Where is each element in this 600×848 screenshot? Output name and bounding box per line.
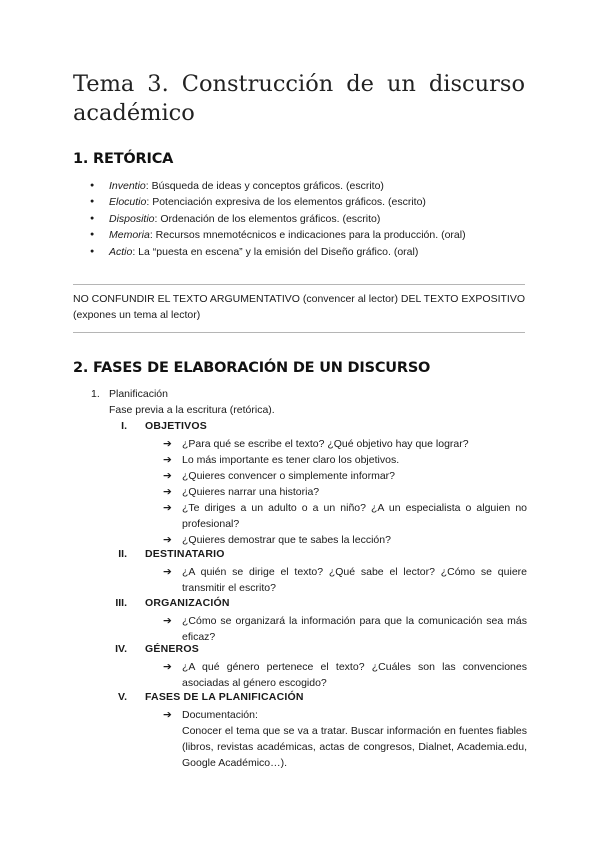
subheading-destinatario: DESTINATARIO bbox=[145, 548, 225, 560]
subheading-generos: GÉNEROS bbox=[145, 643, 199, 655]
page-title: Tema 3. Construcción de un discurso académico bbox=[73, 71, 525, 126]
roman-numeral: II. bbox=[118, 548, 127, 560]
numbered-item-desc: Fase previa a la escritura (retórica). bbox=[109, 404, 275, 416]
section-heading-retorica: 1. RETÓRICA bbox=[73, 151, 174, 167]
arrow-icon: ➔ bbox=[163, 709, 172, 721]
list-item: ● Dispositio: Ordenación de los elementos gráficos. (escrito) bbox=[90, 211, 540, 227]
subheading-fases-planificacion: FASES DE LA PLANIFICACIÓN bbox=[145, 691, 304, 703]
list-item: ● Memoria: Recursos mnemotécnicos e indicaciones para la producción. (oral) bbox=[90, 227, 540, 243]
list-item: ● Actio: La “puesta en escena” y la emisión del Diseño gráfico. (oral) bbox=[90, 244, 540, 260]
arrow-icon: ➔ bbox=[163, 486, 172, 498]
list-item: ● Elocutio: Potenciación expresiva de los elementos gráficos. (escrito) bbox=[90, 194, 540, 210]
numbered-item-label: Planificación bbox=[109, 388, 168, 400]
arrow-icon: ➔ bbox=[163, 454, 172, 466]
arrow-icon: ➔ bbox=[163, 534, 172, 546]
arrow-icon: ➔ bbox=[163, 661, 172, 673]
arrow-icon: ➔ bbox=[163, 615, 172, 627]
retorica-list bbox=[90, 178, 540, 260]
roman-numeral: IV. bbox=[115, 643, 127, 655]
numbered-item-marker: 1. bbox=[91, 388, 100, 400]
divider-top bbox=[73, 284, 525, 285]
roman-numeral: III. bbox=[115, 597, 127, 609]
note-text: NO CONFUNDIR EL TEXTO ARGUMENTATIVO (convencer al lector) DEL TEXTO EXPOSITIVO (expones un tema al lector) bbox=[73, 293, 525, 321]
section-heading-fases: 2. FASES DE ELABORACIÓN DE UN DISCURSO bbox=[73, 360, 431, 376]
divider-bottom bbox=[73, 332, 525, 333]
arrow-icon: ➔ bbox=[163, 470, 172, 482]
roman-numeral: I. bbox=[121, 420, 127, 432]
document-page: Tema 3. Construcción de un discurso académico 1. RETÓRICA ● Inventio: Búsqueda de ideas y conceptos gráficos. (escrito) ● Elocutio: Potenciación expresiva de los elementos gráficos. (escrito) ● Dispositio: Ordenación de los elementos gráficos. (escrito) ● Memoria: Recursos mnemotécnicos e indicaciones para la producción. (oral) ● Actio: La “puesta en escena” y la emisión del Diseño gráfico. (oral) NO CONFUNDIR EL TEXTO ARGUMENTATIVO (convencer al lector) DEL TEXTO EXPOSITIVO (expones un tema al lector) 2. FASES DE ELABORACIÓN DE UN DISCURSO 1. Planificación Fase previa a la escritura (retórica). I. OBJETIVOS ➔ ¿Para qué se escribe el texto? ¿Qué objetivo hay que lograr? ➔ Lo más importante es tener claro los objetivos. ➔ ¿Quieres convencer o simplemente informar? ➔ ¿Quieres narrar una historia? ➔ ¿Te diriges a un adulto o a un niño? ¿A un especialista o alguien no profesional? ➔ ¿Quieres demostrar que te sabes la lección? II. DESTINATARIO ➔ ¿A quién se dirige el texto? ¿Qué sabe el lector? ¿Cómo se quiere transmitir el escrito? III. ORGANIZACIÓN ➔ ¿Cómo se organizará la información para que la comunicación sea más eficaz? IV. GÉNEROS ➔ ¿A qué género pertenece el texto? ¿Cuáles son las convenciones asociadas al género escogido? V. FASES DE LA PLANIFICACIÓN ➔ Documentación: Conocer el tema que se va a tratar. Buscar información en fuentes fiables (libros, revistas académicas, actas de congresos, Dialnet, Academia.edu, Google Académico…). bbox=[0, 0, 600, 848]
subheading-objetivos: OBJETIVOS bbox=[145, 420, 207, 432]
arrow-icon: ➔ bbox=[163, 566, 172, 578]
roman-numeral: V. bbox=[118, 691, 127, 703]
subheading-organizacion: ORGANIZACIÓN bbox=[145, 597, 230, 609]
arrow-icon: ➔ bbox=[163, 438, 172, 450]
arrow-icon: ➔ bbox=[163, 502, 172, 514]
list-item: ● Inventio: Búsqueda de ideas y conceptos gráficos. (escrito) bbox=[90, 178, 540, 194]
